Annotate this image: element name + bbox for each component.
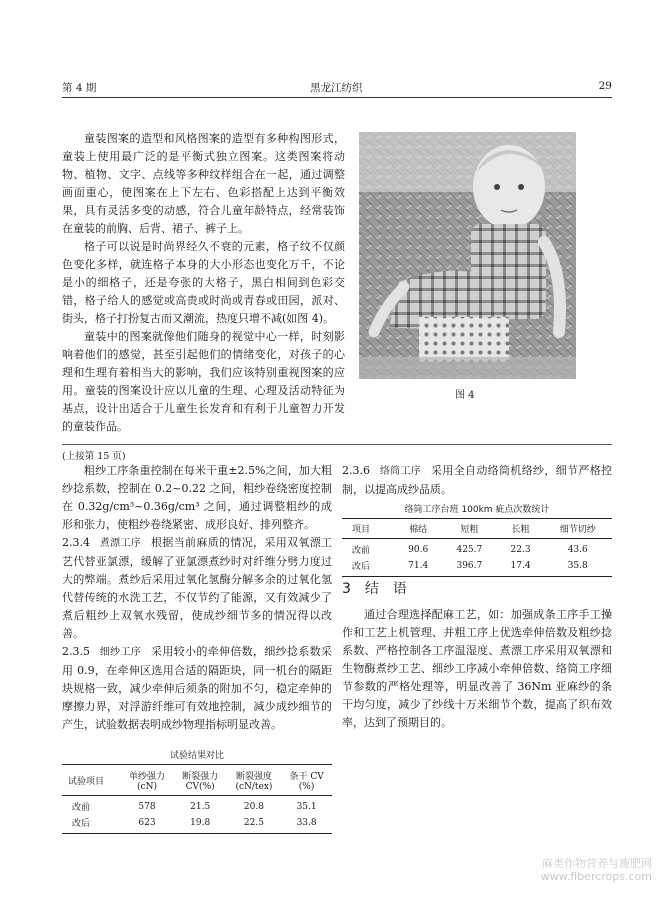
table1-cell: 19.8 — [190, 817, 211, 828]
table1-cell: 改前 — [72, 803, 91, 813]
section-divider — [62, 444, 612, 445]
section-2-3-6 — [342, 462, 612, 499]
table1-cell: 623 — [138, 817, 156, 828]
right-bottom-column — [342, 462, 612, 499]
test-results-table-block — [62, 748, 332, 834]
section-2-3-4-body: 根据当前麻质的情况，采用双氧漂工艺代替亚氯漂，缓解了亚氯漂煮纱时对纤维分劈力度过大的弊端。煮纱后采用过氧化氢酶分解多余的过氧化氢代替传统的水洗工艺，不仅节约了能源，又有效减少了煮后粗纱上双氧水残留，使成纱细节多的情况得以改善。 — [62, 536, 333, 640]
table2-cell: 17.4 — [510, 560, 531, 571]
table2-cell: 90.6 — [408, 544, 429, 555]
conclusion-column — [342, 606, 612, 732]
table-row — [62, 796, 332, 814]
table-row — [342, 556, 612, 577]
table1-header-cell: 条干 CV — [289, 772, 324, 782]
table-row — [62, 813, 332, 834]
section-2-3-6-title: 络筒工序 — [379, 466, 422, 477]
section-2-3-5 — [62, 643, 332, 734]
table2-cell: 425.7 — [456, 544, 483, 555]
table2-cell: 改前 — [352, 546, 371, 556]
table2-cell: 396.7 — [456, 560, 483, 571]
table1-header-cell: 试验项目 — [68, 776, 105, 787]
table1-cell: 改后 — [72, 819, 91, 829]
table2-header-cell: 短粗 — [460, 525, 479, 535]
section-2-3-5-title: 细纱工序 — [99, 647, 142, 658]
header-rule — [62, 97, 612, 98]
journal-name: 黑龙江纺织 — [310, 82, 363, 94]
section-2-3-6-body: 采用全自动络筒机络纱，细节严格控制，以提高成纱品质。 — [342, 464, 613, 496]
section-2-3-4-number: 2.3.4 — [62, 536, 90, 549]
section-2-3-4-title: 煮漂工序 — [99, 538, 142, 549]
table1-header-unit: CV(%) — [185, 782, 215, 792]
conclusion-body: 通过合理选择配麻工艺，如：加强成条工序手工操作和工艺上机管理、并粗工序上优选牵伸倍数及粗纱捻系数、严格控制各工序温湿度、煮漂工序采用双氧漂和生物酶煮纱工艺、细纱工序减小牵伸倍数、络筒工序细节参数的严格处理等，明显改善了 36Nm 亚麻纱的条干均匀度，减少了纱线十万米细节个数，提高了织布效率，达到了预期目的。 — [342, 608, 612, 729]
site-watermark — [530, 857, 652, 883]
conclusion-title: 3 结 语 — [342, 581, 407, 597]
table1-cell: 20.8 — [243, 801, 264, 812]
page-number: 29 — [598, 80, 612, 92]
table1-header-unit: (%) — [298, 782, 315, 792]
table2-caption: 络筒工序台班 100km 疵点次数统计 — [404, 505, 550, 515]
table2-cell: 43.6 — [567, 544, 588, 555]
table1-cell: 33.8 — [296, 817, 317, 828]
table1-header-unit: (cN/tex) — [235, 782, 273, 792]
table2-cell: 改后 — [352, 562, 371, 572]
table2-cell: 71.4 — [408, 560, 429, 571]
section-2-3-5-body: 采用较小的牵伸倍数，细纱捻系数采用 0.9，在牵伸区选用合适的隔距块，同一机台的隔距块规格一致，减少牵伸后须条的附加不匀，稳定牵伸的摩擦力界，对浮游纤维可有效地控制，减少成纱细节的产生，试验数据表明成纱物理指标明显改善。 — [62, 645, 333, 731]
table2-header-cell: 棉结 — [409, 525, 428, 535]
section-2-3-4 — [62, 534, 332, 643]
table2-cell: 22.3 — [510, 544, 531, 555]
child-photo-image — [359, 132, 576, 379]
watermark-line1: 麻类作物营养与施肥网 — [542, 857, 652, 870]
table2-header-cell: 长粗 — [511, 525, 530, 535]
table1-cell: 35.1 — [296, 801, 317, 812]
table1-header-unit: (cN) — [137, 782, 157, 792]
continued-note: (上接第 15 页) — [62, 451, 126, 462]
figure-4-photo — [359, 132, 576, 379]
table2-cell: 35.8 — [567, 560, 588, 571]
section-2-3-5-number: 2.3.5 — [62, 645, 90, 658]
section-2-3-6-number: 2.3.6 — [342, 464, 370, 477]
winding-defects-table-block — [342, 502, 612, 577]
winding-defects-table — [342, 518, 612, 577]
left-bottom-column — [62, 462, 332, 734]
figure-caption: 图 4 — [455, 390, 475, 401]
issue-label: 第 4 期 — [62, 82, 97, 94]
page-header — [62, 80, 612, 96]
watermark-line2: www.fibercrops.com — [540, 870, 652, 883]
table1-caption: 试验结果对比 — [169, 751, 224, 761]
table1-header-cell: 断裂强度 — [235, 772, 272, 782]
pattern-influence-paragraph: 童装中的图案就像他们随身的视觉中心一样，时刻影响着他们的感觉，甚至引起他们的情绪变化，对孩子的心理和生理有着相当大的影响，我们应该特别重视图案的应用。童装的图案设计应以儿童的生理、心理及活动特征为基点，设计出适合于儿童生长发育和有利于儿童智力开发的童装作品。 — [62, 330, 345, 433]
table1-header-cell: 单纱强力 — [129, 772, 166, 782]
left-top-column — [62, 130, 345, 436]
table2-header-cell: 细节切纱 — [559, 525, 596, 535]
table1-cell: 21.5 — [190, 801, 211, 812]
table1-cell: 578 — [138, 801, 156, 812]
table1-header-cell: 断裂强力 — [182, 772, 219, 782]
test-results-table — [62, 764, 332, 834]
table1-cell: 22.5 — [243, 817, 264, 828]
pattern-paragraph: 童装图案的造型和风格图案的造型有多种构图形式，童装上使用最广泛的是平衡式独立图案。这类图案将动物、植物、文字、点线等多种纹样组合在一起，通过调整画面重心，使图案在上下左右、色彩搭配上达到平衡效果，具有灵活多变的动感，符合儿童年龄特点，经常装饰在童装的前胸、后背、裙子、裤子上。 — [62, 132, 345, 235]
table-row — [342, 539, 612, 557]
plaid-paragraph: 格子可以说是时尚界经久不衰的元素，格子纹不仅颜色变化多样，就连格子本身的大小形态也变化万千，不论是小的细格子，还是夸张的大格子，黑白相间到色彩交错，格子给人的感觉或高贵或时尚或青春或田园，派对、街头，格子打扮复古而又潮流，热度只增不减(如图 4)。 — [62, 240, 345, 325]
roving-paragraph: 粗纱工序条重控制在每米干重±2.5%之间，加大粗纱捻系数，控制在 0.2~0.22 之间，粗纱卷绕密度控制在 0.32g/cm³~0.36g/cm³ 之间，通过调整粗纱的成形和张力，使粗纱卷绕紧密、成形良好、排列整齐。 — [62, 464, 332, 531]
table2-header-cell: 项目 — [352, 525, 371, 535]
